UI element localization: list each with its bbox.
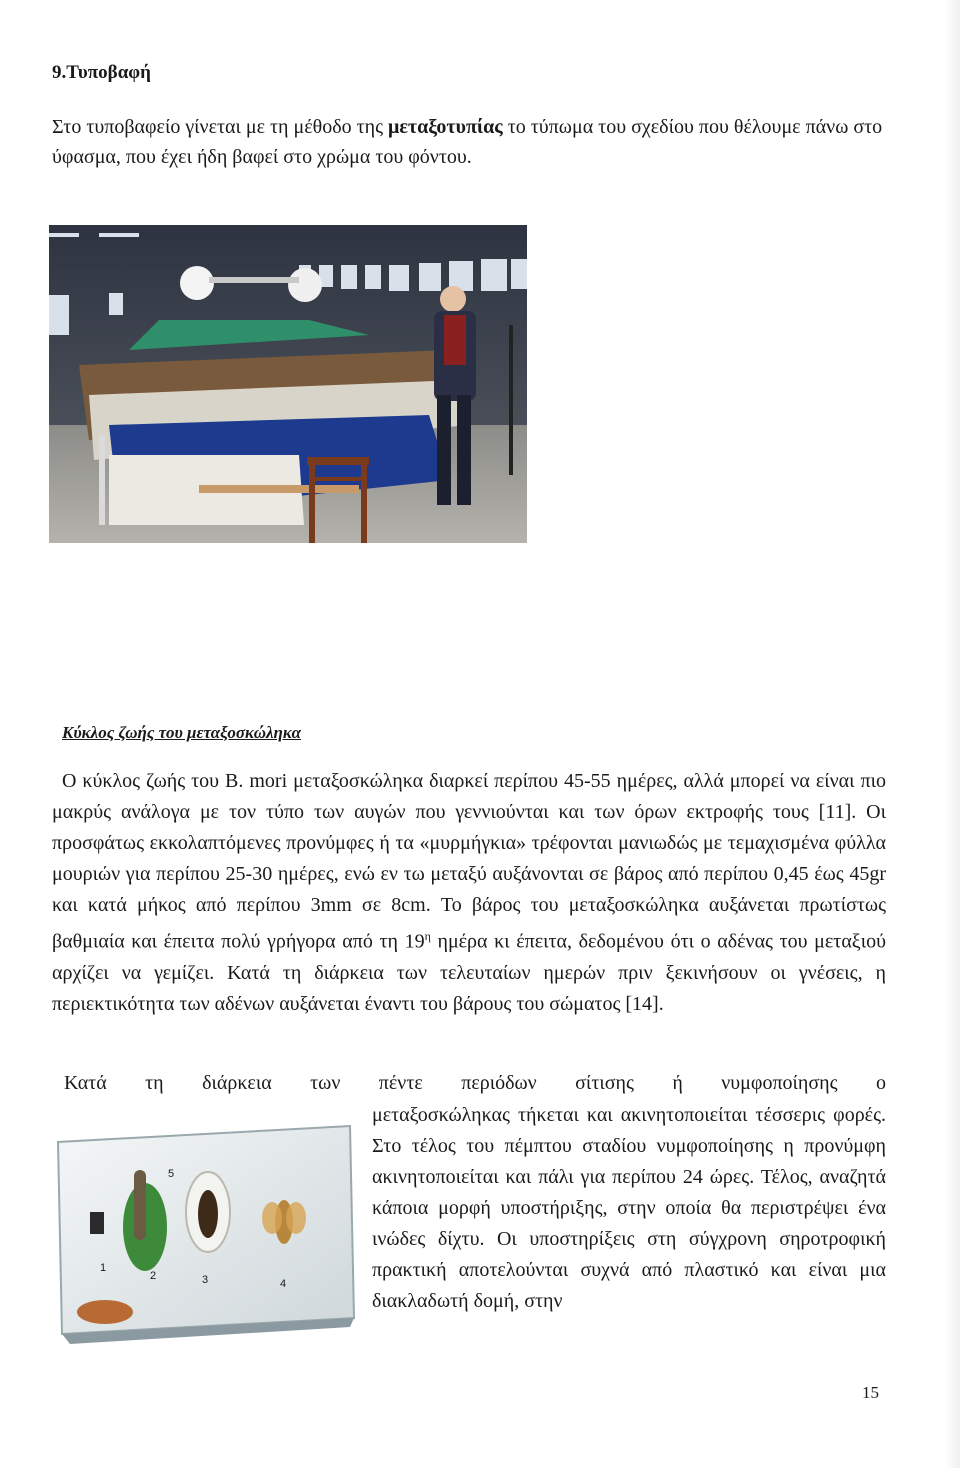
specimen-label-5: 5	[168, 1168, 175, 1180]
lifecycle-paragraph	[52, 766, 886, 1020]
screen-printing-photo	[49, 225, 527, 543]
ordinal-superscript: η	[424, 929, 431, 943]
page-edge-shade	[945, 0, 960, 1468]
intro-paragraph	[52, 112, 912, 172]
specimen-label-1: 1	[100, 1262, 107, 1274]
specimen-label-2: 2	[150, 1270, 157, 1282]
page-number: 15	[862, 1383, 879, 1402]
subheading-silkworm-lifecycle: Κύκλος ζωής του μεταξοσκώληκα	[62, 723, 301, 742]
factory-scene-illustration	[49, 225, 527, 543]
molting-paragraph-first-line: Κατά τη διάρκεια των πέντε περιόδων σίτισης ή νυμφοποίησης ο	[64, 1072, 886, 1094]
lifecycle-text-end: ημέρα κι έπειτα, δεδομένου ότι ο αδένας του μεταξιού αρχίζει να γεμίζει. Κατά τη διάρκεια των τελευταίων ημερών πριν ξεκινήσουν οι γνέσεις, η περιεκτικότητα των αδένων αυξάνεται έναντι του βάρους του σώματος [14].	[52, 930, 886, 1015]
specimen-label-3: 3	[202, 1274, 209, 1286]
specimen-block-illustration	[50, 1122, 360, 1347]
silkworm-specimen-photo	[50, 1122, 360, 1347]
intro-bold-term: μεταξοτυπίας	[388, 116, 503, 138]
molting-paragraph-wrapped: μεταξοσκώληκας τήκεται και ακινητοποιείται τέσσερις φορές. Στο τέλος του πέμπτου σταδίου νυμφοποίησης η προνύμφη ακινητοποιείται και πάλι για περίπου 24 ώρες. Τέλος, αναζητά κάποια μορφή υποστήριξης, στην οποία θα περιστρέψει ένα ινώδες δίχτυ. Οι υποστηρίξεις στη σύγχρονη σηροτροφική πρακτική αποτελούνται συχνά από πλαστικό και είναι μια διακλαδωτή δομή, στην	[372, 1104, 886, 1312]
section-heading: 9.Τυποβαφή	[52, 62, 151, 83]
intro-text-before: Στο τυποβαφείο γίνεται με τη μέθοδο της	[52, 116, 389, 138]
intro-text-after: το τύπωμα του σχεδίου που θέλουμε πάνω στο ύφασμα, που έχει ήδη βαφεί στο χρώμα του φόντου.	[52, 116, 883, 168]
lifecycle-text: Ο κύκλος ζωής του B. mori μεταξοσκώληκα διαρκεί περίπου 45-55 ημέρες, αλλά μπορεί να είναι πιο μακρύς ανάλογα με τον τύπο των αυγών που γεννιούνται και των όρων εκτροφής τους [11]. Οι προσφάτως εκκολαπτόμενες προνύμφες ή τα «μυρμήγκια» τρέφονται μανιωδώς με τεμαχισμένα φύλλα μουριών για περίπου 25-30 ημέρες, ενώ εν τω μεταξύ αυξάνονται σε βάρος από περίπου 0,45 έως 45gr και κατά μήκος από περίπου 3mm σε 8cm. Το βάρος του μεταξοσκώληκα αυξάνεται πρωτίστως βαθμιαία και έπειτα πολύ γρήγορα από τη 19	[52, 770, 886, 953]
specimen-label-4: 4	[280, 1278, 287, 1290]
